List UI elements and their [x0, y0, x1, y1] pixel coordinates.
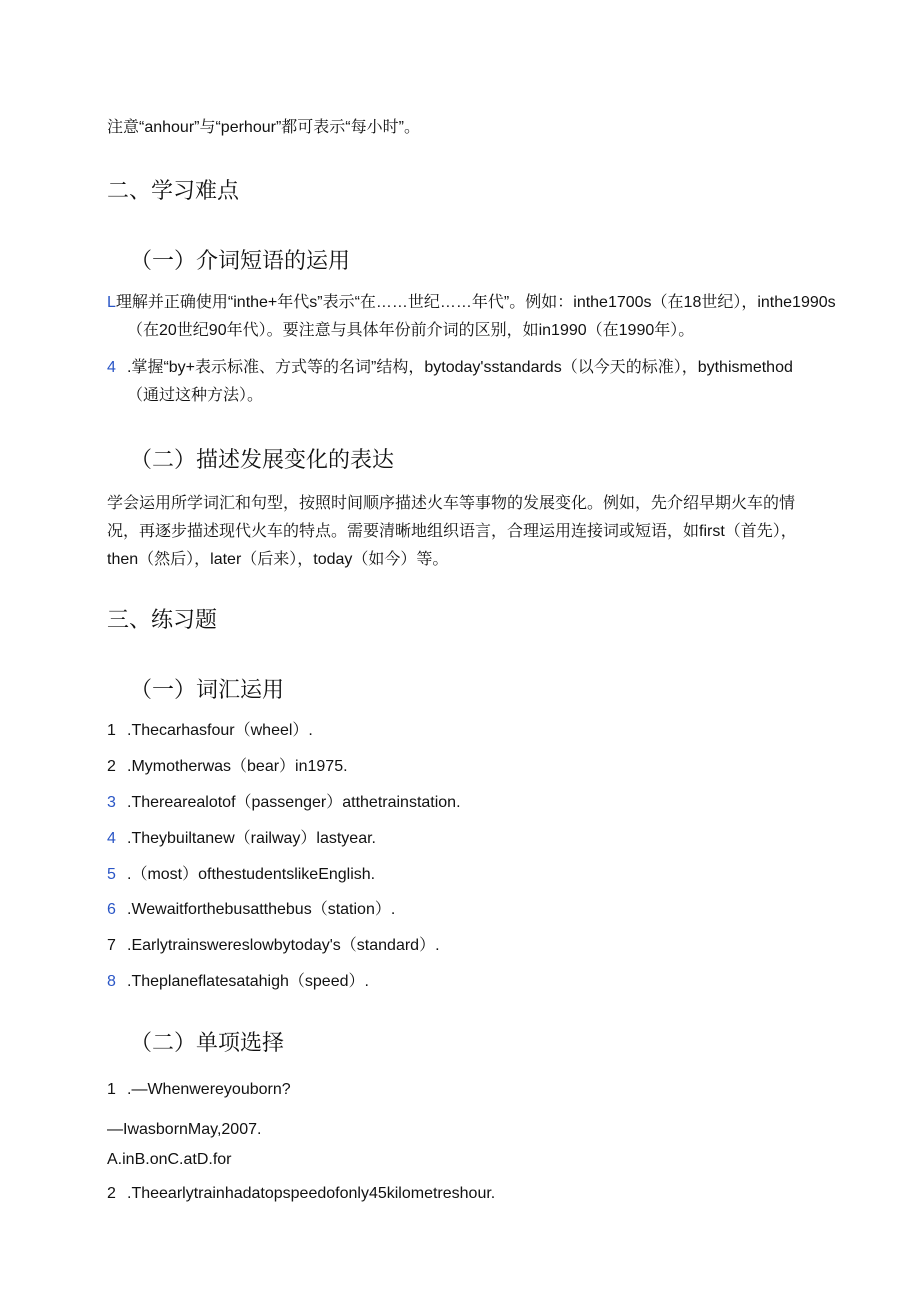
vocab-number: 1 — [107, 722, 116, 739]
vocab-item — [107, 900, 395, 920]
vocab-number: 2 — [107, 758, 116, 775]
mc-question-2 — [107, 1184, 495, 1204]
mc-number: 2 — [107, 1185, 116, 1202]
difficulty-item-1-line1: 理解并正确使用“inthe+年代s”表示“在……世纪……年代”。例如：inthe1700s（在18世纪），inthe1990s — [115, 294, 836, 311]
difficulty-item-2-line2: （通过这种方法）。 — [127, 387, 264, 404]
mc-number: 1 — [107, 1081, 116, 1098]
difficulty-item-1 — [107, 293, 836, 313]
vocab-text: .（most）ofthestudentslikeEnglish. — [127, 866, 376, 883]
vocab-text: .Theplaneflatesatahigh（speed）. — [127, 973, 369, 990]
section-heading-exercises: 三、练习题 — [107, 607, 218, 632]
vocab-text: .Mymotherwas（bear）in1975. — [127, 758, 348, 775]
vocab-number: 5 — [107, 866, 116, 883]
vocab-item — [107, 793, 461, 813]
difficulty-item-2 — [107, 358, 793, 378]
subheading-vocabulary: （一）词汇运用 — [130, 677, 285, 702]
vocab-number: 3 — [107, 794, 116, 811]
vocab-text: .Earlytrainswereslowbytoday's（standard）. — [127, 937, 440, 954]
mc-question-1 — [107, 1080, 291, 1100]
section-heading-difficulties: 二、学习难点 — [107, 178, 240, 203]
vocab-number: 6 — [107, 901, 116, 918]
list-marker: 4 — [107, 359, 116, 376]
mc-question-text: .Theearlytrainhadatopspeedofonly45kilometreshour. — [127, 1185, 496, 1202]
mc-answer-line: —IwasbornMay,2007. — [107, 1121, 262, 1138]
difficulty-item-1-line2: （在20世纪90年代）。要注意与具体年份前介词的区别，如in1990（在1990年）。 — [127, 322, 695, 339]
list-marker: L — [107, 294, 116, 311]
subheading-multiple-choice: （二）单项选择 — [130, 1030, 285, 1055]
vocab-item — [107, 829, 376, 849]
vocab-text: .Thecarhasfour（wheel）. — [127, 722, 313, 739]
vocab-item — [107, 936, 440, 956]
vocab-item — [107, 865, 375, 885]
intro-note: 注意“anhour”与“perhour”都可表示“每小时”。 — [107, 119, 420, 136]
subheading-prepositional-phrases: （一）介词短语的运用 — [130, 248, 351, 273]
vocab-text: .Therearealotof（passenger）atthetrainstation. — [127, 794, 461, 811]
vocab-number: 7 — [107, 937, 116, 954]
difficulty-item-2-line1: .掌握“by+表示标准、方式等的名词”结构，bytoday'sstandards（以今天的标准），bythismethod — [127, 359, 793, 376]
vocab-number: 8 — [107, 973, 116, 990]
vocab-item — [107, 757, 348, 777]
describing-changes-paragraph: 学会运用所学词汇和句型，按照时间顺序描述火车等事物的发展变化。例如，先介绍早期火车的情况，再逐步描述现代火车的特点。需要清晰地组织语言，合理运用连接词或短语，如first（首先），then（然后），later（后来），today（如今）等。 — [107, 495, 797, 568]
vocab-item — [107, 721, 313, 741]
vocab-text: .Theybuiltanew（railway）lastyear. — [127, 830, 376, 847]
mc-question-text: .—Whenwereyouborn? — [127, 1081, 291, 1098]
subheading-describing-changes: （二）描述发展变化的表达 — [130, 447, 395, 472]
mc-options: A.inB.onC.atD.for — [107, 1151, 232, 1168]
vocab-item — [107, 972, 369, 992]
vocab-number: 4 — [107, 830, 116, 847]
vocab-text: .Wewaitforthebusatthebus（station）. — [127, 901, 396, 918]
